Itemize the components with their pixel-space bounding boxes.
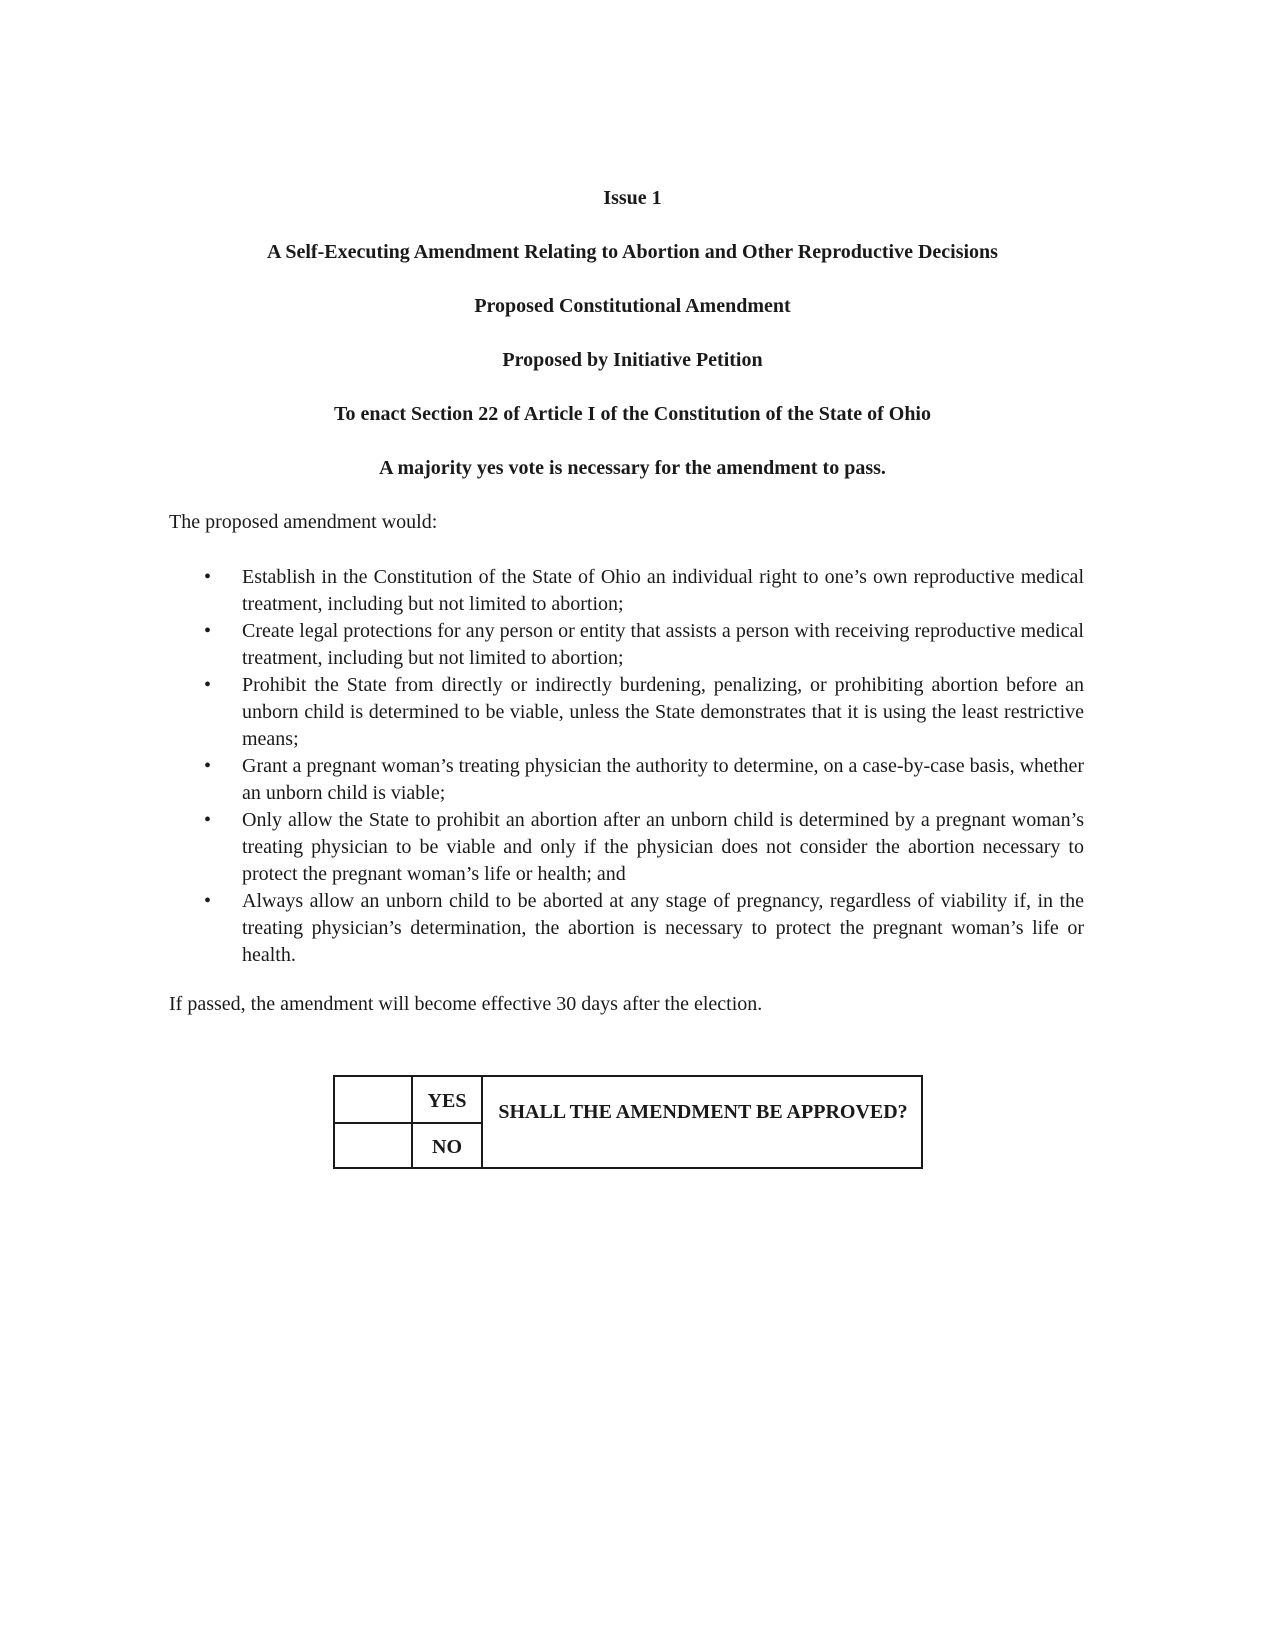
bullet-icon: • — [204, 566, 212, 588]
no-label: NO — [432, 1136, 462, 1158]
provision-text: Only allow the State to prohibit an abortion after an unborn child is determined by a pregnant woman’s treating physician to be viable and only if the physician does not consider the abortion necessary to protect the pregnant woman’s life or health; and — [242, 809, 1084, 885]
bullet-icon: • — [204, 674, 212, 696]
amendment-type: Proposed Constitutional Amendment — [474, 295, 791, 317]
amendment-title: A Self-Executing Amendment Relating to Abortion and Other Reproductive Decisions — [267, 241, 998, 263]
issue-number: Issue 1 — [603, 187, 662, 209]
enact-statement: To enact Section 22 of Article I of the Constitution of the State of Ohio — [334, 403, 931, 425]
vote-requirement: A majority yes vote is necessary for the amendment to pass. — [379, 457, 886, 479]
bullet-icon: • — [204, 890, 212, 912]
ballot-question: SHALL THE AMENDMENT BE APPROVED? — [498, 1101, 908, 1123]
yes-label: YES — [427, 1090, 467, 1112]
bullet-icon: • — [204, 755, 212, 777]
provision-text: Create legal protections for any person or entity that assists a person with receiving reproductive medical treatment, including but not limited to abortion; — [242, 620, 1084, 669]
provision-text: Establish in the Constitution of the State of Ohio an individual right to one’s own reproductive medical treatment, including but not limited to abortion; — [242, 566, 1084, 615]
list-item — [204, 888, 1084, 969]
list-item — [204, 618, 1084, 672]
ballot-box — [333, 1075, 923, 1169]
list-item — [204, 753, 1084, 807]
effective-date-text: If passed, the amendment will become effective 30 days after the election. — [169, 993, 763, 1015]
list-item — [204, 672, 1084, 753]
bullet-icon: • — [204, 620, 212, 642]
provision-text: Always allow an unborn child to be aborted at any stage of pregnancy, regardless of viability if, in the treating physician’s determination, the abortion is necessary to protect the pregnant woman’s life or health. — [242, 890, 1084, 966]
provision-text: Grant a pregnant woman’s treating physician the authority to determine, on a case-by-case basis, whether an unborn child is viable; — [242, 755, 1084, 804]
amendment-provisions-list — [204, 564, 1084, 969]
list-item — [204, 807, 1084, 888]
proposed-by: Proposed by Initiative Petition — [502, 349, 763, 371]
yes-checkbox[interactable] — [335, 1077, 411, 1122]
provision-text: Prohibit the State from directly or indirectly burdening, penalizing, or prohibiting abortion before an unborn child is determined to be viable, unless the State demonstrates that it is using the least restrictive means; — [242, 674, 1084, 750]
list-item — [204, 564, 1084, 618]
no-checkbox[interactable] — [335, 1124, 411, 1167]
bullet-icon: • — [204, 809, 212, 831]
intro-text: The proposed amendment would: — [169, 511, 438, 533]
